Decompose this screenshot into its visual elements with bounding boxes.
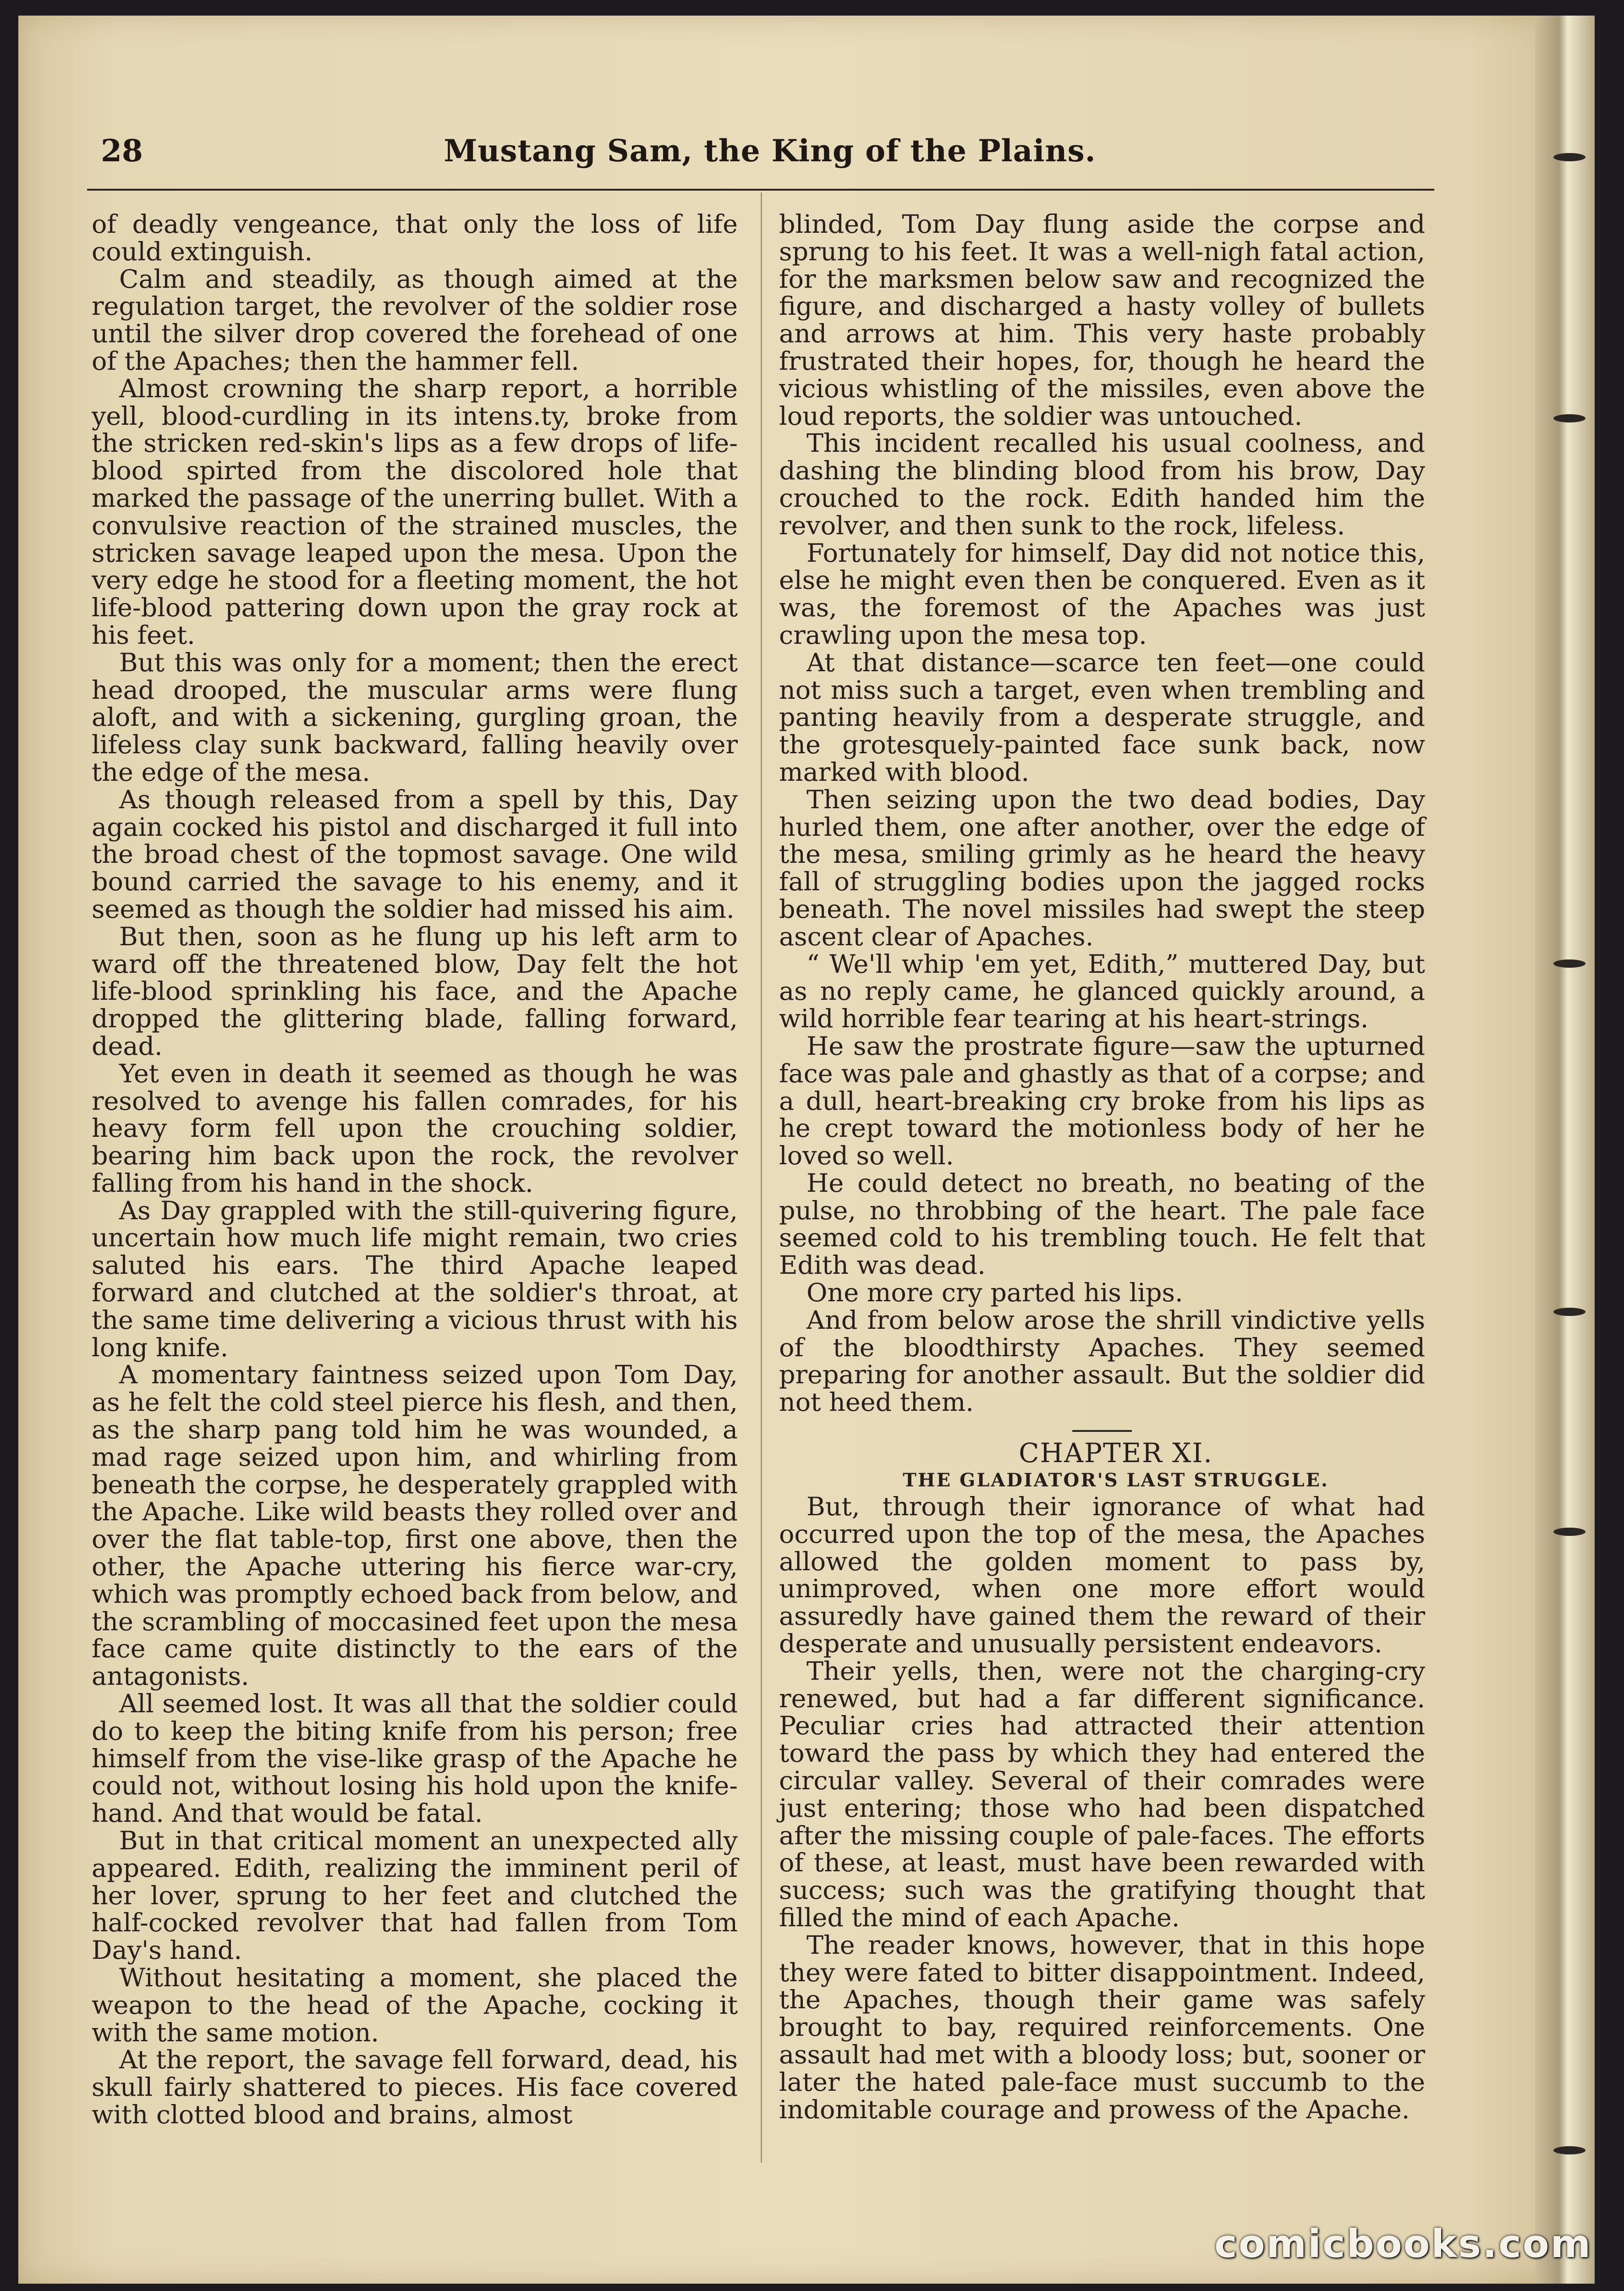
binding-stitch	[1553, 414, 1586, 422]
column-divider	[761, 192, 762, 2163]
header-rule	[87, 189, 1434, 191]
paragraph: At the report, the savage fell forward, dead, his skull fairly shattered to pieces. His face covered with clotted blood and brains, almost	[92, 2045, 738, 2130]
paragraph: Almost crowning the sharp report, a horrible yell, blood-curdling in its intens.ty, broke from the stricken red-skin's lips as a few drops of life-blood spirted from the discolored hole that marked the passage of the unerring bullet. With a convulsive reaction of the strained muscles, the stricken savage leaped upon the mesa. Upon the very edge he stood for a fleeting moment, the hot life-blood pattering down upon the gray rock at his feet.	[92, 373, 738, 650]
paragraph: And from below arose the shrill vindictive yells of the bloodthirsty Apaches. They seemed preparing for another assault. But the soldier did not heed them.	[779, 1305, 1425, 1418]
chapter-subtitle: THE GLADIATOR'S LAST STRUGGLE.	[903, 1469, 1329, 1491]
paragraph: As though released from a spell by this, Day again cocked his pistol and discharged it full into the broad chest of the topmost savage. One wild bound carried the savage to his enemy, and it seemed as though the soldier had missed his aim.	[92, 784, 738, 924]
paragraph: blinded, Tom Day flung aside the corpse and sprung to his feet. It was a well-nigh fatal action, for the marksmen below saw and recognized the figure, and discharged a hasty volley of bullets and arrows at him. This very haste probably frustrated their hopes, for, though he heard the vicious whistling of the missiles, even above the loud reports, the soldier was untouched.	[779, 209, 1425, 431]
paragraph: But in that critical moment an unexpected ally appeared. Edith, realizing the imminent peril of her lover, sprung to her feet and clutched the half-cocked revolver that had fallen from Tom Day's hand.	[92, 1826, 738, 1966]
paragraph: As Day grappled with the still-quivering figure, uncertain how much life might remain, two cries saluted his ears. The third Apache leaped forward and clutched at the soldier's throat, at the same time delivering a vicious thrust with his long knife.	[92, 1195, 738, 1363]
paragraph: One more cry parted his lips.	[807, 1278, 1183, 1308]
paragraph: Then seizing upon the two dead bodies, Day hurled them, one after another, over the edge of the mesa, smiling grimly as he heard the heavy fall of struggling bodies upon the jagged rocks beneath. The novel missiles had swept the steep ascent clear of Apaches.	[779, 784, 1425, 952]
page-number: 28	[101, 133, 143, 169]
right-column	[779, 211, 1425, 2123]
chapter-separator	[1072, 1430, 1132, 1432]
paragraph: At that distance—scarce ten feet—one could not miss such a target, even when trembling and panting heavily from a desperate struggle, and the grotesquely-painted face sunk back, now marked with blood.	[779, 647, 1425, 787]
binding-stitch	[1553, 153, 1586, 161]
paragraph: Fortunately for himself, Day did not notice this, else he might even then be conquered. Even as it was, the foremost of the Apaches was just crawling upon the mesa top.	[779, 538, 1425, 650]
paragraph: But this was only for a moment; then the erect head drooped, the muscular arms were flung aloft, and with a sickening, gurgling groan, the lifeless clay sunk backward, falling heavily over the edge of the mesa.	[92, 647, 738, 787]
paragraph: But, through their ignorance of what had occurred upon the top of the mesa, the Apaches allowed the golden moment to pass by, unimproved, when one more effort would assuredly have gained them the reward of their desperate and unusually persistent endeavors.	[779, 1492, 1425, 1659]
paragraph: He saw the prostrate figure—saw the upturned face was pale and ghastly as that of a corpse; and a dull, heart-breaking cry broke from his lips as he crept toward the motionless body of her he loved so well.	[779, 1031, 1425, 1171]
paragraph: This incident recalled his usual coolness, and dashing the blinding blood from his brow, Day crouched to the rock. Edith handed him the revolver, and then sunk to the rock, lifeless.	[779, 428, 1425, 541]
paragraph: Without hesitating a moment, she placed the weapon to the head of the Apache, cocking it with the same motion.	[92, 1963, 738, 2048]
watermark: comicbooks.com	[1214, 2221, 1592, 2266]
binding-stitch	[1553, 1528, 1586, 1536]
paragraph: But then, soon as he flung up his left arm to ward off the threatened blow, Day felt the hot life-blood sprinkling his face, and the Apache dropped the glittering blade, falling forward, dead.	[92, 921, 738, 1061]
running-title: Mustang Sam, the King of the Plains.	[444, 133, 1096, 169]
page-spine-edge	[1535, 16, 1595, 2284]
paragraph: of deadly vengeance, that only the loss of life could extinguish.	[92, 209, 738, 267]
paragraph: He could detect no breath, no beating of the pulse, no throbbing of the heart. The pale face seemed cold to his trembling touch. He felt that Edith was dead.	[779, 1168, 1425, 1281]
binding-stitch	[1553, 1308, 1586, 1316]
paragraph: Their yells, then, were not the charging-cry renewed, but had a far different significance. Peculiar cries had attracted their attention toward the pass by which they had entered the circular valley. Several of their comrades were just entering; those who had been dispatched after the missing couple of pale-faces. The efforts of these, at least, must have been rewarded with success; such was the gratifying thought that filled the mind of each Apache.	[779, 1656, 1425, 1933]
paragraph: Yet even in death it seemed as though he was resolved to avenge his fallen comrades, for his heavy form fell upon the crouching soldier, bearing him back upon the rock, the revolver falling from his hand in the shock.	[92, 1058, 738, 1198]
paragraph: The reader knows, however, that in this hope they were fated to bitter disappointment. Indeed, the Apaches, though their game was safely brought to bay, required reinforcements. One assault had met with a bloody loss; but, sooner or later the hated pale-face must succumb to the indomitable courage and prowess of the Apache.	[779, 1930, 1425, 2125]
page-header	[87, 133, 1453, 183]
paragraph: A momentary faintness seized upon Tom Day, as he felt the cold steel pierce his flesh, and then, as the sharp pang told him he was wounded, a mad rage seized upon him, and whirling from beneath the corpse, he desperately grappled with the Apache. Like wild beasts they rolled over and over the flat table-top, first one above, then the other, the Apache uttering his fierce war-cry, which was promptly echoed back from below, and the scrambling of moccasined feet upon the mesa face came quite distinctly to the ears of the antagonists.	[92, 1360, 738, 1692]
binding-stitch	[1553, 959, 1586, 968]
chapter-title: CHAPTER XI.	[1019, 1437, 1213, 1469]
paragraph: “ We'll whip 'em yet, Edith,” muttered Day, but as no reply came, he glanced quickly around, a wild horrible fear tearing at his heart-strings.	[779, 949, 1425, 1034]
binding-stitch	[1553, 2146, 1586, 2154]
paragraph: Calm and steadily, as though aimed at the regulation target, the revolver of the soldier rose until the silver drop covered the forehead of one of the Apaches; then the hammer fell.	[92, 264, 738, 376]
paragraph: All seemed lost. It was all that the soldier could do to keep the biting knife from his person; free himself from the vise-like grasp of the Apache he could not, without losing his hold upon the knife-hand. And that would be fatal.	[92, 1689, 738, 1829]
left-column	[92, 211, 738, 2129]
